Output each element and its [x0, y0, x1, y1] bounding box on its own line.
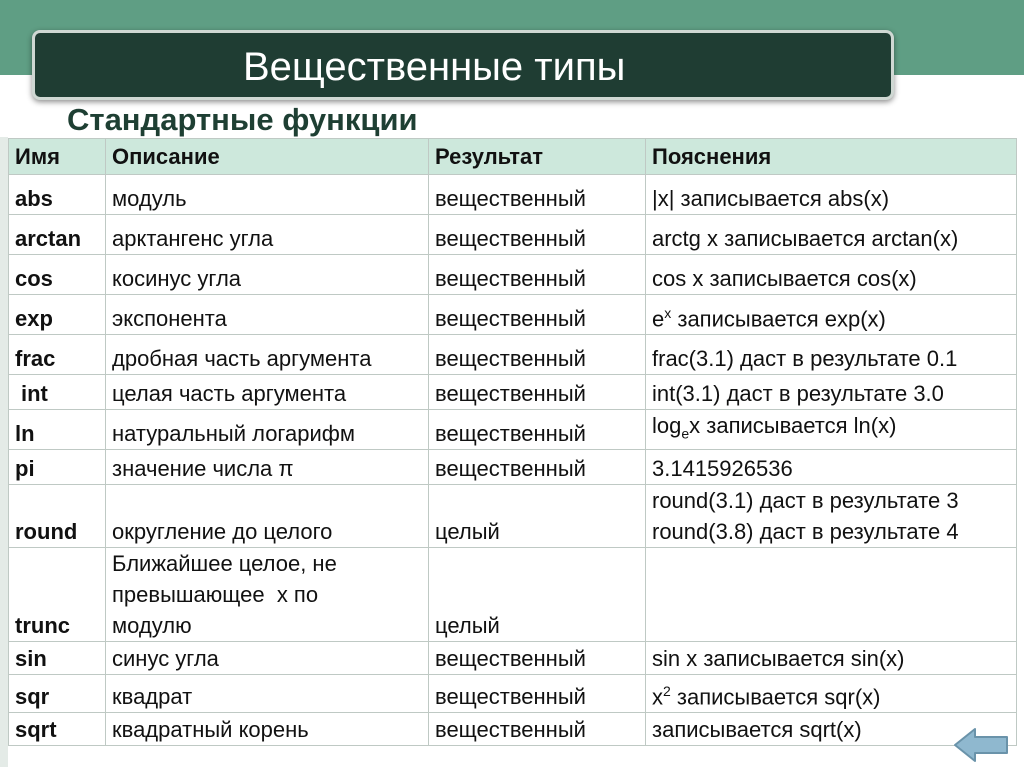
function-result: целый — [429, 548, 646, 642]
function-description: синус угла — [106, 642, 429, 675]
function-note — [646, 410, 1017, 450]
function-note — [646, 548, 1017, 642]
function-note — [646, 255, 1017, 295]
table-row — [9, 295, 1017, 335]
function-result: вещественный — [429, 255, 646, 295]
function-note — [646, 450, 1017, 485]
function-result: вещественный — [429, 335, 646, 375]
note-text: log — [652, 413, 682, 438]
table-row — [9, 255, 1017, 295]
note-text: 3.1415926536 — [652, 456, 793, 482]
function-name: arctan — [9, 215, 106, 255]
description-line: модулю — [112, 613, 192, 639]
function-note — [646, 375, 1017, 410]
header-row — [9, 139, 1017, 175]
function-name: pi — [9, 450, 106, 485]
function-result: вещественный — [429, 410, 646, 450]
function-note — [646, 175, 1017, 215]
table-row — [9, 215, 1017, 255]
table-row — [9, 335, 1017, 375]
function-description: модуль — [106, 175, 429, 215]
table-row — [9, 675, 1017, 713]
note-line: round(3.1) даст в результате 3 — [652, 488, 959, 514]
note-text: frac(3.1) даст в результате 0.1 — [652, 346, 958, 371]
note-superscript: 2 — [663, 683, 671, 700]
table-body — [9, 175, 1017, 746]
function-name: ln — [9, 410, 106, 450]
function-result: вещественный — [429, 450, 646, 485]
table-row — [9, 175, 1017, 215]
function-name: int — [9, 375, 106, 410]
left-rail — [0, 137, 8, 767]
function-result: вещественный — [429, 295, 646, 335]
function-description — [106, 548, 429, 642]
note-superscript: x — [664, 304, 672, 321]
note-text: cos x записывается cos(x) — [652, 266, 917, 291]
function-description: экспонента — [106, 295, 429, 335]
column-header-name: Имя — [9, 139, 106, 175]
function-description: натуральный логарифм — [106, 410, 429, 450]
note-text-rest: записывается exp(x) — [671, 306, 886, 331]
table-row — [9, 410, 1017, 450]
function-description: значение числа π — [106, 450, 429, 485]
functions-table — [8, 138, 1017, 746]
function-description: дробная часть аргумента — [106, 335, 429, 375]
back-button[interactable] — [953, 727, 1009, 763]
function-name: exp — [9, 295, 106, 335]
note-text: e — [652, 306, 665, 331]
function-result: целый — [429, 485, 646, 548]
page-subtitle: Стандартные функции — [67, 102, 418, 137]
function-result: вещественный — [429, 675, 646, 713]
table-header — [9, 139, 1017, 175]
note-text-rest: x записывается ln(x) — [689, 413, 897, 438]
table-row — [9, 485, 1017, 548]
function-note — [646, 295, 1017, 335]
note-text: записывается sqrt(x) — [652, 717, 862, 743]
description-line: превышающее x по — [112, 582, 319, 608]
column-header-description: Описание — [106, 139, 429, 175]
function-description: целая часть аргумента — [106, 375, 429, 410]
function-description: арктангенс угла — [106, 215, 429, 255]
function-note — [646, 335, 1017, 375]
column-header-result: Результат — [429, 139, 646, 175]
function-result: вещественный — [429, 713, 646, 746]
note-line: round(3.8) даст в результате 4 — [652, 519, 959, 545]
function-result: вещественный — [429, 215, 646, 255]
function-description: округление до целого — [106, 485, 429, 548]
note-text: |x| записывается abs(x) — [652, 186, 890, 211]
function-name: trunc — [9, 548, 106, 642]
note-text: x — [652, 684, 663, 710]
function-description: квадратный корень — [106, 713, 429, 746]
note-text: arctg x записывается arctan(x) — [652, 226, 959, 251]
function-result: вещественный — [429, 375, 646, 410]
note-text-rest: записывается sqr(x) — [670, 684, 881, 710]
function-name: sqr — [9, 675, 106, 713]
back-arrow-icon — [953, 727, 1009, 763]
function-name: frac — [9, 335, 106, 375]
function-note — [646, 642, 1017, 675]
function-name: sin — [9, 642, 106, 675]
note-text: sin x записывается sin(x) — [652, 646, 905, 672]
function-name: round — [9, 485, 106, 548]
table-row — [9, 642, 1017, 675]
function-result: вещественный — [429, 175, 646, 215]
page-title: Вещественные типы — [243, 45, 626, 89]
description-line: Ближайшее целое, не — [112, 551, 337, 577]
function-name: cos — [9, 255, 106, 295]
title-banner — [32, 30, 894, 100]
table-row — [9, 450, 1017, 485]
function-note — [646, 215, 1017, 255]
note-text: int(3.1) даст в результате 3.0 — [652, 381, 944, 406]
column-header-notes: Пояснения — [646, 139, 1017, 175]
table-row — [9, 548, 1017, 642]
function-description: косинус угла — [106, 255, 429, 295]
table-row — [9, 713, 1017, 746]
function-note — [646, 485, 1017, 548]
function-note — [646, 675, 1017, 713]
table-row — [9, 375, 1017, 410]
note-subscript: e — [681, 425, 690, 442]
function-name: sqrt — [9, 713, 106, 746]
function-result: вещественный — [429, 642, 646, 675]
function-name: abs — [9, 175, 106, 215]
function-description: квадрат — [106, 675, 429, 713]
